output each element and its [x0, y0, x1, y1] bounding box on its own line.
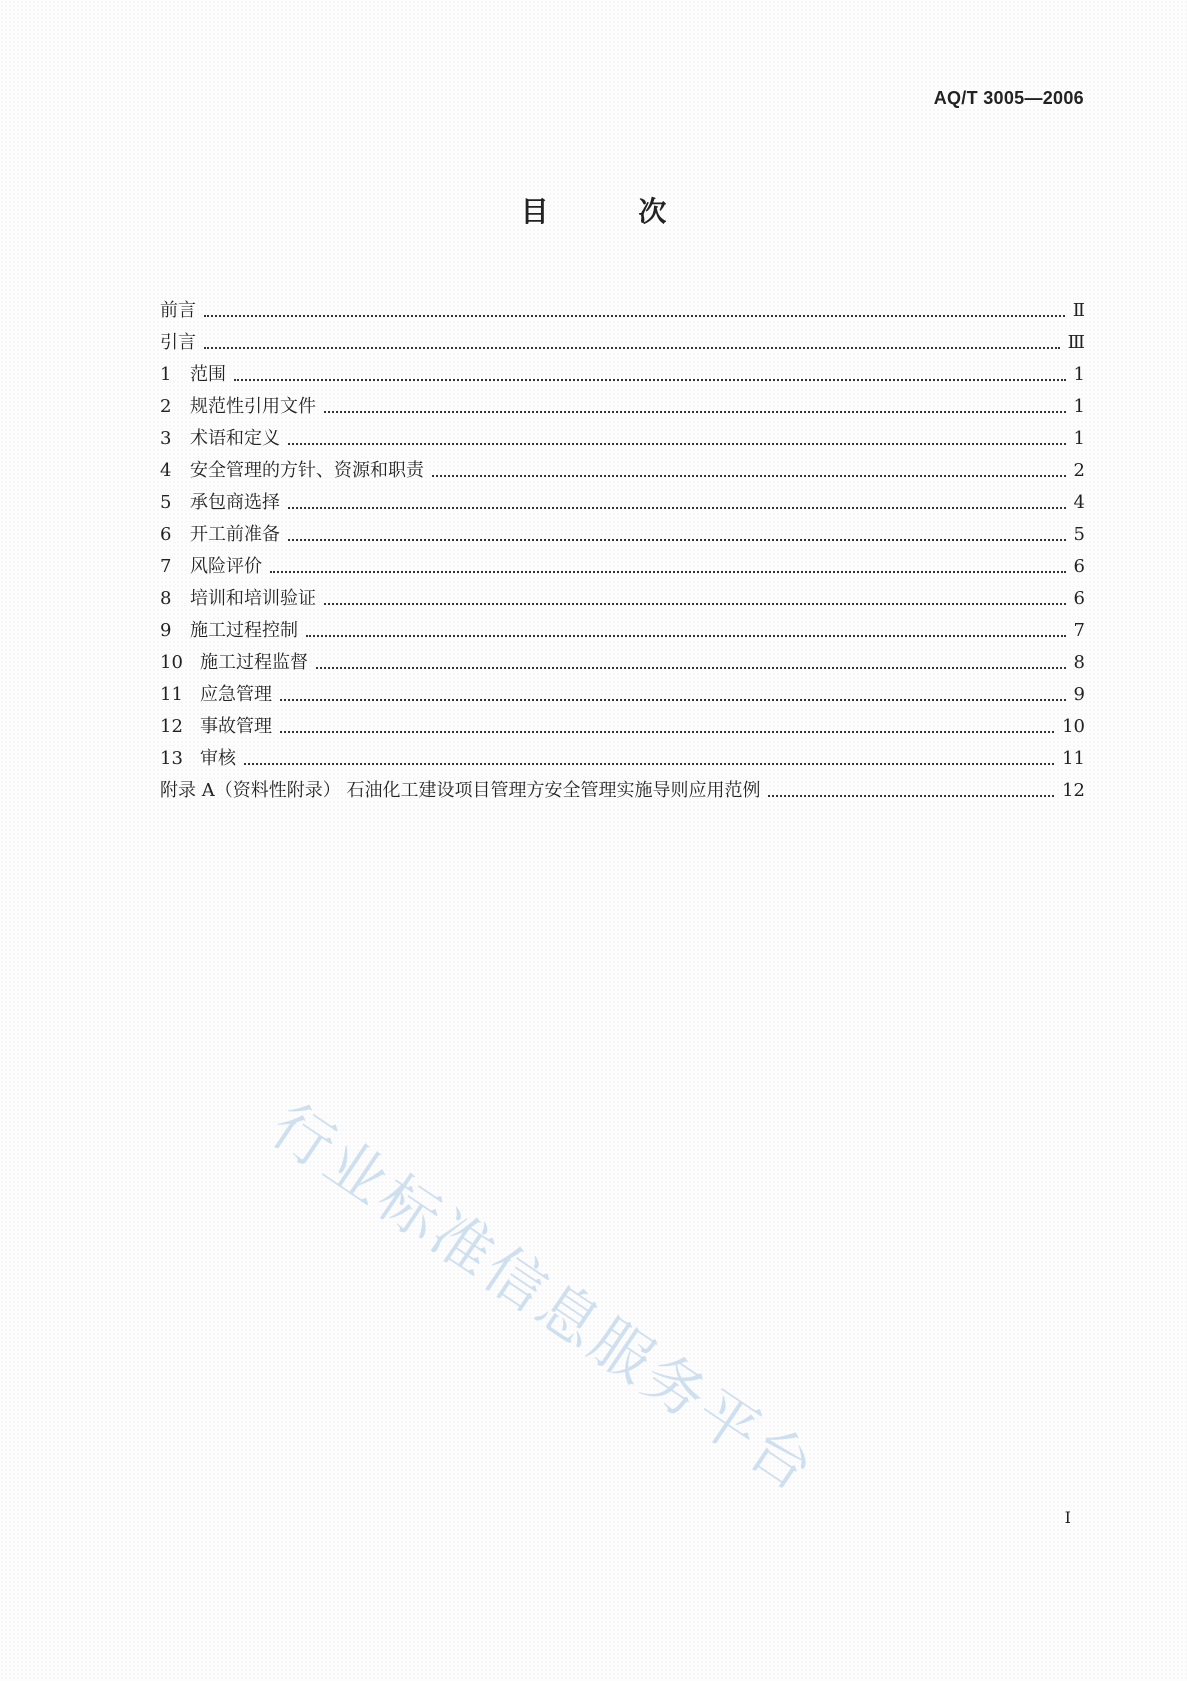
toc-entry-page: 5	[1073, 524, 1085, 545]
dot-leader	[288, 506, 1066, 509]
standard-code: AQ/T 3005—2006	[933, 88, 1084, 108]
dot-leader	[306, 634, 1066, 637]
dot-leader	[324, 602, 1066, 605]
toc-entry-title: 引言	[160, 332, 196, 353]
toc-entry-number: 3	[160, 428, 172, 449]
toc-entry-number: 1	[160, 364, 172, 385]
dot-leader	[768, 794, 1054, 797]
toc-entry-title: 承包商选择	[190, 492, 280, 513]
dot-leader	[204, 346, 1060, 349]
toc-entry-page: 9	[1073, 684, 1085, 705]
toc-entry-title: 风险评价	[190, 556, 262, 577]
toc-entry-title: 附录 A（资料性附录） 石油化工建设项目管理方安全管理实施导则应用范例	[160, 780, 761, 801]
toc-entry[interactable]	[160, 450, 1085, 482]
watermark-text: 行业标准信息服务平台	[258, 1090, 829, 1507]
toc-entry[interactable]	[160, 610, 1085, 642]
toc-entry[interactable]	[160, 706, 1085, 738]
toc-entry[interactable]	[160, 482, 1085, 514]
toc-entry-page: 1	[1073, 364, 1085, 385]
toc-entry-title: 开工前准备	[190, 524, 280, 545]
toc-entry[interactable]	[160, 418, 1085, 450]
toc-entry-number: 7	[160, 556, 172, 577]
toc-entry-page: 4	[1073, 492, 1085, 513]
dot-leader	[280, 730, 1054, 733]
dot-leader	[324, 410, 1066, 413]
toc-entry-title: 范围	[190, 364, 226, 385]
page-number: I	[1064, 1508, 1071, 1527]
toc-entry-number: 9	[160, 620, 172, 641]
toc-entry[interactable]	[160, 290, 1085, 322]
toc-entry-number: 12	[160, 716, 183, 737]
dot-leader	[234, 378, 1066, 381]
dot-leader	[316, 666, 1066, 669]
toc-entry-number: 4	[160, 460, 172, 481]
toc-entry[interactable]	[160, 514, 1085, 546]
toc-entry-number: 10	[160, 652, 183, 673]
toc-entry-page: 6	[1073, 556, 1085, 577]
table-of-contents	[160, 290, 1085, 802]
toc-entry-number: 11	[160, 684, 183, 705]
toc-entry-title: 培训和培训验证	[190, 588, 316, 609]
dot-leader	[280, 698, 1066, 701]
toc-entry[interactable]	[160, 770, 1085, 802]
dot-leader	[288, 538, 1066, 541]
toc-entry-page: 1	[1073, 428, 1085, 449]
toc-entry-page: 2	[1073, 460, 1085, 481]
toc-entry-title: 安全管理的方针、资源和职责	[190, 460, 424, 481]
dot-leader	[204, 314, 1065, 317]
toc-entry-number: 6	[160, 524, 172, 545]
toc-entry-page: 10	[1062, 716, 1085, 737]
toc-entry-number: 5	[160, 492, 172, 513]
toc-entry-title: 事故管理	[200, 716, 272, 737]
dot-leader	[244, 762, 1054, 765]
toc-entry-title: 术语和定义	[190, 428, 280, 449]
toc-entry[interactable]	[160, 546, 1085, 578]
toc-entry-page: Ⅲ	[1067, 332, 1085, 353]
toc-entry-number: 8	[160, 588, 172, 609]
toc-entry-page: 12	[1062, 780, 1085, 801]
toc-heading: 目 次	[520, 195, 707, 228]
toc-entry[interactable]	[160, 674, 1085, 706]
toc-entry[interactable]	[160, 578, 1085, 610]
toc-entry-page: 8	[1073, 652, 1085, 673]
toc-entry-title: 施工过程监督	[200, 652, 308, 673]
toc-entry-title: 前言	[160, 300, 196, 321]
toc-entry-title: 应急管理	[200, 684, 272, 705]
toc-entry-page: 7	[1073, 620, 1085, 641]
toc-entry-page: Ⅱ	[1072, 300, 1085, 321]
toc-entry-number: 2	[160, 396, 172, 417]
toc-entry-number: 13	[160, 748, 183, 769]
toc-entry-title: 规范性引用文件	[190, 396, 316, 417]
toc-entry[interactable]	[160, 642, 1085, 674]
toc-entry-page: 11	[1062, 748, 1085, 769]
dot-leader	[288, 442, 1066, 445]
dot-leader	[432, 474, 1066, 477]
toc-entry-page: 1	[1073, 396, 1085, 417]
toc-entry-title: 审核	[200, 748, 236, 769]
toc-entry[interactable]	[160, 354, 1085, 386]
dot-leader	[270, 570, 1066, 573]
toc-entry-page: 6	[1073, 588, 1085, 609]
toc-entry[interactable]	[160, 322, 1085, 354]
toc-entry[interactable]	[160, 386, 1085, 418]
toc-entry[interactable]	[160, 738, 1085, 770]
toc-entry-title: 施工过程控制	[190, 620, 298, 641]
